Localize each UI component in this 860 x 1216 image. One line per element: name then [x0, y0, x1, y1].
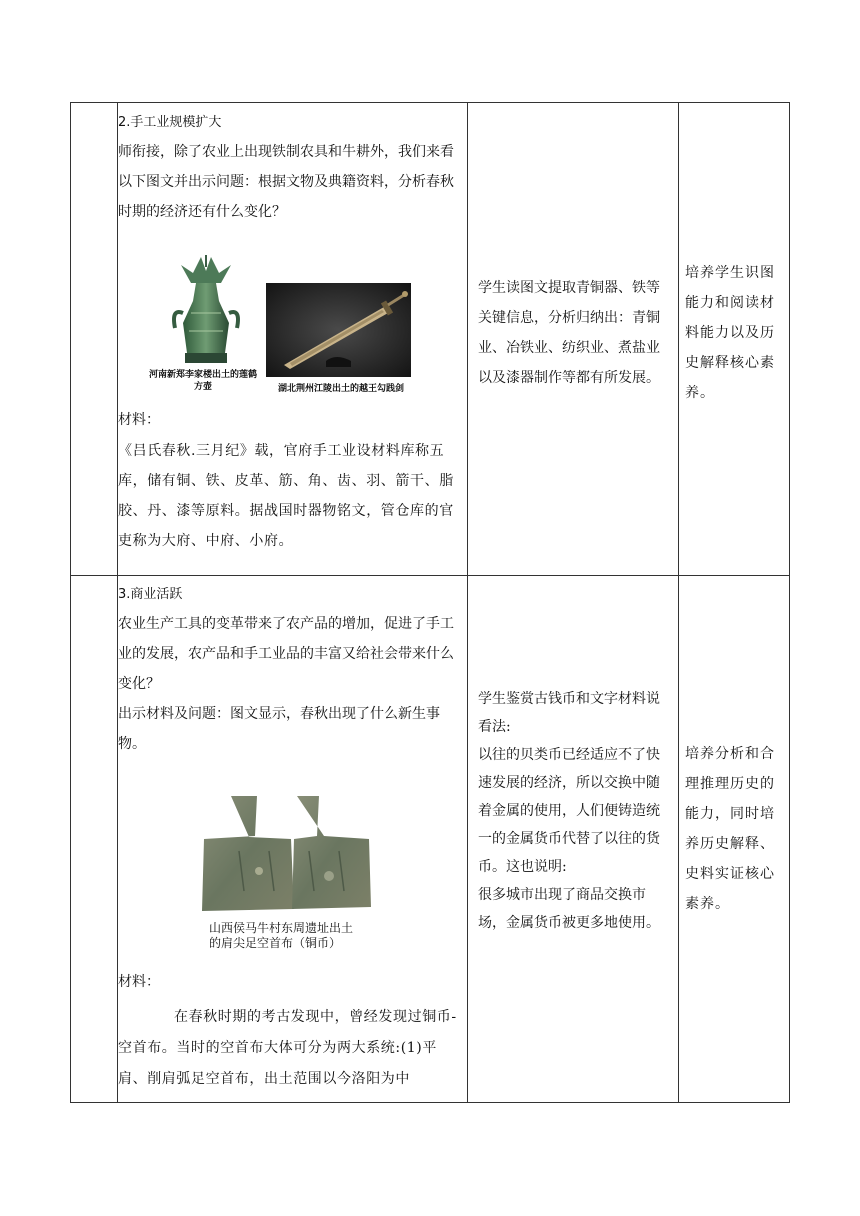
- row2-intro: 农业生产工具的变革带来了农产品的增加，促进了手工业的发展，农产品和手工业品的丰富又给社会带来什么变化？: [118, 616, 454, 692]
- row1-teacher-cell: [118, 109, 464, 227]
- row2-student-2: 以往的贝类币已经适应不了快速发展的经济，所以交换中随着金属的使用，人们便铸造统一的金属货币代替了以往的货币。这也说明:: [478, 747, 660, 875]
- column-divider: [678, 103, 679, 1102]
- row2-heading: 3.商业活跃: [118, 587, 183, 602]
- img2-caption: 湖北荆州江陵出土的越王勾践剑: [277, 384, 404, 394]
- row2-question: 出示材料及问题：图文显示，春秋出现了什么新生事物。: [118, 706, 440, 752]
- row-divider: [71, 575, 789, 576]
- row2-goal-cell: 培养分析和合理推理历史的能力，同时培养历史解释、史料实证核心素养。: [685, 746, 775, 912]
- row2-student-3: 很多城市出现了商品交换市场，金属货币被更多地使用。: [478, 887, 660, 931]
- img1-caption: 河南新郑李家楼出土的莲鹤方壶: [148, 370, 257, 392]
- row2-student-cell: [478, 685, 668, 937]
- row1-intro: 师衔接，除了农业上出现铁制农具和牛耕外，我们来看以下图文并出示问题：根据文物及典籍资料，分析春秋时期的经济还有什么变化？: [118, 144, 454, 220]
- row2-material: [118, 968, 464, 1095]
- row1-material-text: 《吕氏春秋.三月纪》载，官府手工业设材料库称五库，储有铜、铁、皮革、筋、角、齿、羽、箭干、脂胶、丹、漆等原料。据战国时器物铭文，管仓库的官吏称为大府、中府、小府。: [118, 443, 454, 549]
- row1-material-label: 材料：: [118, 412, 160, 428]
- row1-student-cell: 学生读图文提取青铜器、铁等关键信息，分析归纳出：青铜业、冶铁业、纺织业、煮盐业以及漆器制作等都有所发展。: [478, 280, 660, 386]
- lotus-crane-pot-image: [161, 253, 251, 368]
- lesson-table: [70, 102, 790, 1103]
- coin-caption-line2: 的肩尖足空首布（铜币）: [209, 936, 342, 950]
- coin-caption-line1: 山西侯马牛村东周遗址出土: [209, 921, 354, 935]
- row1-goal-cell: 培养学生识图能力和阅读材料能力以及历史解释核心素养。: [685, 265, 775, 401]
- row2-material-label: 材料：: [118, 974, 160, 990]
- spade-coin-image: [199, 791, 379, 916]
- row1-material: [118, 406, 464, 556]
- column-divider: [467, 103, 468, 1102]
- row2-material-text: 在春秋时期的考古发现中，曾经发现过铜币-空首布。当时的空首布大体可分为两大系统:(1)平肩、削肩弧足空首布，出土范围以今洛阳为中: [118, 1009, 457, 1087]
- yue-sword-image: [266, 283, 411, 377]
- row2-teacher-cell: [118, 581, 464, 759]
- row2-student-1: 学生鉴赏古钱币和文字材料说看法:: [478, 691, 660, 735]
- coin-caption: [209, 921, 409, 951]
- row1-heading: 2.手工业规模扩大: [118, 115, 222, 130]
